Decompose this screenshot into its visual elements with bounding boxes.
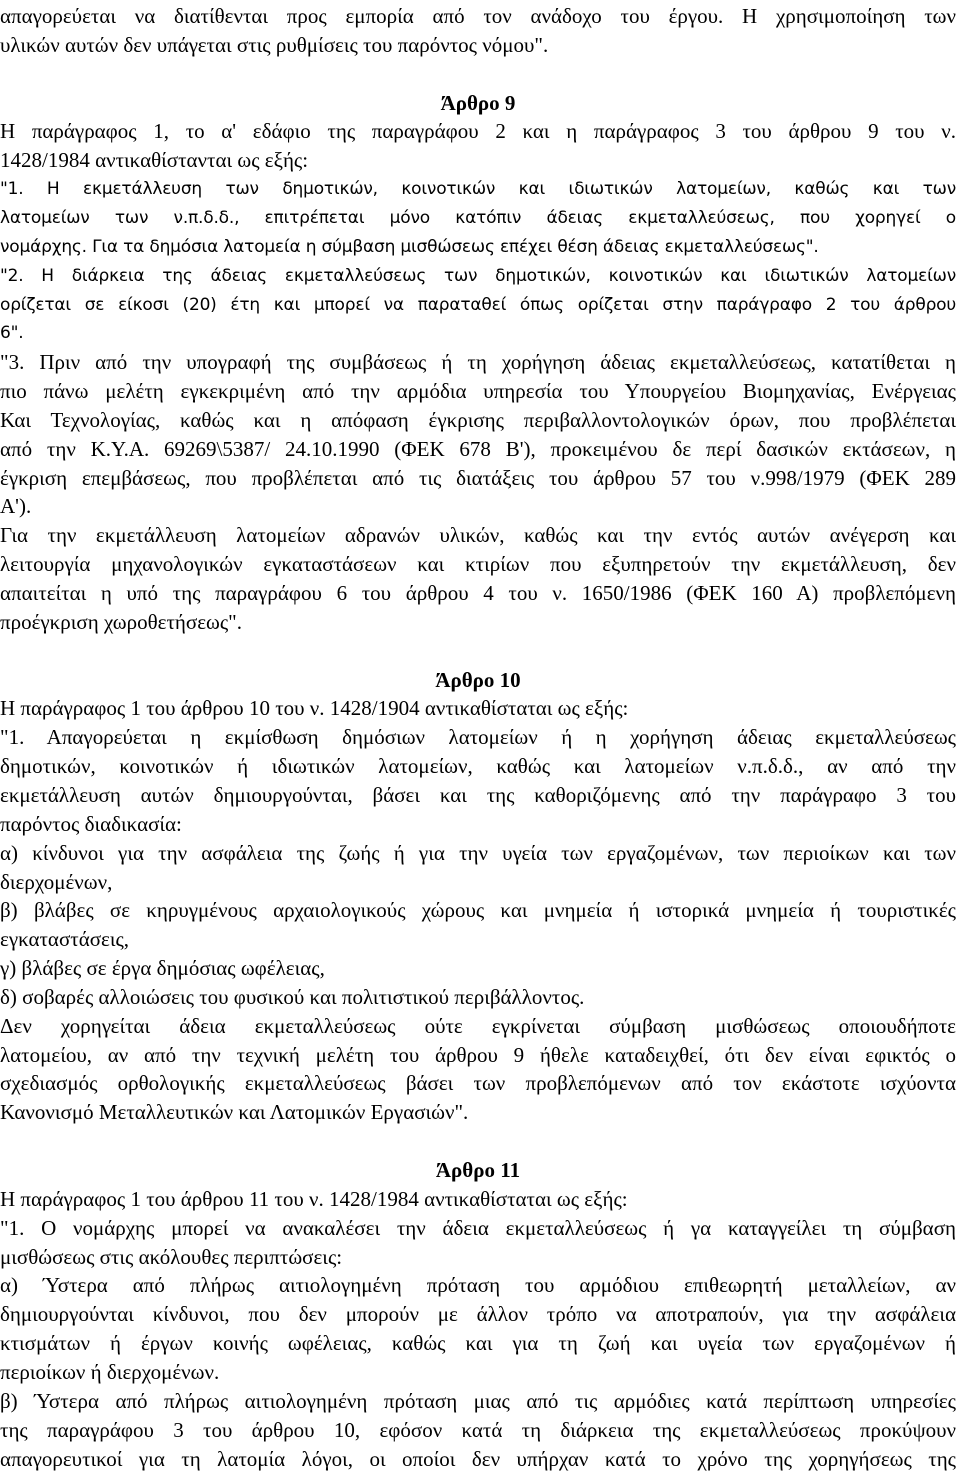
text-line: δημιουργούνται κίνδυνοι, που δεν μπορούν με άλλον τρόπο να αποτραπούν, για την ασφάλεια <box>0 1302 956 1326</box>
blank-line <box>0 1126 956 1156</box>
text-line: υλικών αυτών δεν υπάγεται στις ρυθμίσεις του παρόντος νόμου". <box>0 33 549 57</box>
text-line: δημοτικών, κοινοτικών ή ιδιωτικών λατομείων, καθώς και λατομείων ν.π.δ.δ., αν από την <box>0 754 956 778</box>
text-line: απαιτείται η υπό της παραγράφου 6 του άρθρου 4 του ν. 1650/1986 (ΦΕΚ 160 Α) προβλεπόμενη <box>0 581 956 605</box>
text-line: απαγορεύεται να διατίθενται προς εμπορία από τον ανάδοχο του έργου. Η χρησιμοποίηση των <box>0 4 956 28</box>
text-line: λατομείου, αν από την τεχνική μελέτη του άρθρου 9 ήθελε καταδειχθεί, ότι δεν είναι εφικτός ο <box>0 1043 956 1067</box>
text-line: Και Τεχνολογίας, καθώς και η απόφαση έγκρισης περιβαλλοντολογικών όρων, που προβλέπεται <box>0 408 956 432</box>
text-line: Η παράγραφος 1 του άρθρου 11 του ν. 1428/1984 αντικαθίσταται ως εξής: <box>0 1187 628 1211</box>
text-line: "1. Ο νομάρχης μπορεί να ανακαλέσει την άδεια εκμεταλλεύσεως ή γα καταγγείλει τη σύμβαση <box>0 1216 956 1240</box>
text-line: λατομείων των ν.π.δ.δ., επιτρέπεται μόνο κατόπιν άδειας εκμεταλλεύσεως, που χορηγεί ο <box>0 208 956 228</box>
text-line: σχεδιασμός ορθολογικής εκμεταλλεύσεως βάσει των προβλεπόμενων από τον εκάστοτε ισχύοντα <box>0 1071 956 1095</box>
text-line: Για την εκμετάλλευση λατομείων αδρανών υλικών, καθώς και την εντός αυτών ανέγερση και <box>0 523 956 547</box>
text-line: από την Κ.Υ.Α. 69269\5387/ 24.10.1990 (ΦΕΚ 678 Β'), προκειμένου δε περί δασικών εκτάσεων, η <box>0 437 956 461</box>
text-line: κτισμάτων ή έργων κοινής ωφέλειας, καθώς και για τη ζωή και υγεία των εργαζομένων ή <box>0 1331 956 1355</box>
text-line: Δεν χορηγείται άδεια εκμεταλλεύσεως ούτε εγκρίνεται σύμβαση μισθώσεως οποιουδήποτε <box>0 1014 956 1038</box>
text-line: "2. Η διάρκεια της άδειας εκμεταλλεύσεως των δημοτικών, κοινοτικών και ιδιωτικών λατομείων <box>0 266 956 286</box>
text-line: β) βλάβες σε κηρυγμένους αρχαιολογικούς χώρους και μνημεία ή ιστορικά μνημεία ή τουριστικές <box>0 898 956 922</box>
text-line: Η παράγραφος 1 του άρθρου 10 του ν. 1428/1904 αντικαθίσταται ως εξής: <box>0 696 629 720</box>
text-line: 1428/1984 αντικαθίστανται ως εξής: <box>0 148 309 172</box>
text-line: πιο πάνω μελέτη εγκεκριμένη από την αρμόδια υπηρεσία του Υπουργείου Βιομηχανίας, Ενέργειας <box>0 379 956 403</box>
text-line: "3. Πριν από την υπογραφή της συμβάσεως ή τη χορήγηση άδειας εκμεταλλεύσεως, κατατίθεται η <box>0 350 956 374</box>
text-line: εγκαταστάσεις, <box>0 927 130 951</box>
text-line: λειτουργία μηχανολογικών εγκαταστάσεων και κτιρίων που εξυπηρετούν την εκμετάλλευση, δεν <box>0 552 956 576</box>
text-line: Α'). <box>0 494 32 518</box>
text-line: νομάρχης. Για τα δημόσια λατομεία η σύμβαση μισθώσεως επέχει θέση άδειας εκμεταλλεύσεως". <box>0 237 819 257</box>
text-line: α) κίνδυνοι για την ασφάλεια της ζωής ή για την υγεία των εργαζομένων, των περιοίκων και των <box>0 841 956 865</box>
text-line: απαγορευτικοί για τη λατομία λόγοι, οι οποίοι δεν υπήρχαν κατά το χρόνο της χορηγήσεως της <box>0 1447 956 1471</box>
text-line: προέγκριση χωροθετήσεως". <box>0 610 243 634</box>
text-line: εκμετάλλευση αυτών δημιουργούνται, βάσει και της καθοριζόμενης από την παράγραφο 3 του <box>0 783 956 807</box>
text-line: ορίζεται σε είκοσι (20) έτη και μπορεί να παραταθεί όπως ορίζεται στην παράγραφο 2 του άρθρου <box>0 295 956 315</box>
article-heading: Άρθρο 11 <box>435 1158 521 1182</box>
article-heading: Άρθρο 10 <box>435 668 521 692</box>
text-line: Η παράγραφος 1, το α' εδάφιο της παραγράφου 2 και η παράγραφος 3 του άρθρου 9 του ν. <box>0 119 956 143</box>
blank-line <box>0 59 956 89</box>
text-line: "1. Η εκμετάλλευση των δημοτικών, κοινοτικών και ιδιωτικών λατομείων, καθώς και των <box>0 179 956 199</box>
text-line: "1. Απαγορεύεται η εκμίσθωση δημόσιων λατομείων ή η χορήγηση άδειας εκμεταλλεύσεως <box>0 725 956 749</box>
text-line: μισθώσεως στις ακόλουθες περιπτώσεις: <box>0 1245 343 1269</box>
text-line: α) Ύστερα από πλήρως αιτιολογημένη πρόταση του αρμόδιου επιθεωρητή μεταλλείων, αν <box>0 1273 956 1297</box>
blank-line <box>0 636 956 666</box>
text-line: δ) σοβαρές αλλοιώσεις του φυσικού και πολιτιστικού περιβάλλοντος. <box>0 985 585 1009</box>
text-line: παρόντος διαδικασία: <box>0 812 182 836</box>
text-line: 6". <box>0 323 24 343</box>
text-line: περιοίκων ή διερχομένων. <box>0 1360 220 1384</box>
text-line: έγκριση επεμβάσεως, που προβλέπεται από τις διατάξεις του άρθρου 57 του ν.998/1979 (ΦΕΚ 289 <box>0 466 956 490</box>
text-line: γ) βλάβες σε έργα δημόσιας ωφέλειας, <box>0 956 325 980</box>
text-line: Κανονισμό Μεταλλευτικών και Λατομικών Εργασιών". <box>0 1100 469 1124</box>
text-line: β) Ύστερα από πλήρως αιτιολογημένη πρόταση μιας από τις αρμόδιες κατά περίπτωση υπηρεσίες <box>0 1389 956 1413</box>
text-line: της παραγράφου 3 του άρθρου 10, εφόσον κατά τη διάρκεια της εκμεταλλεύσεως προκύψουν <box>0 1418 956 1442</box>
text-line: διερχομένων, <box>0 870 113 894</box>
article-heading: Άρθρο 9 <box>440 91 516 115</box>
